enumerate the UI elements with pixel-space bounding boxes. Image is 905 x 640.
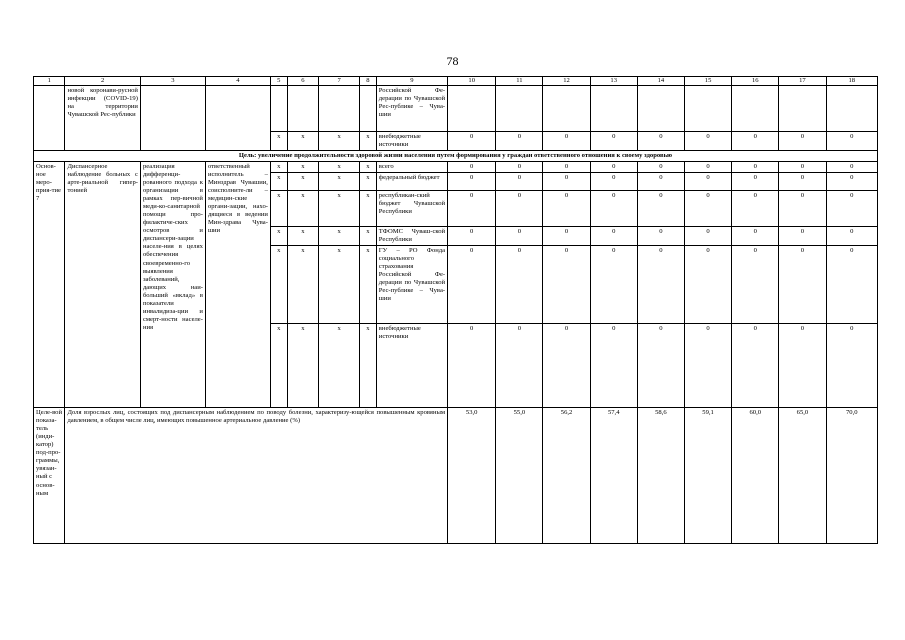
column-number: 13 bbox=[590, 77, 637, 86]
table-cell bbox=[205, 86, 270, 151]
x-mark: x bbox=[360, 324, 377, 408]
event-name-cell: новой коронави-русной инфекции (COVID-19) на территории Чувашской Рес-публики bbox=[65, 86, 140, 151]
x-mark: x bbox=[360, 132, 377, 151]
column-number: 6 bbox=[287, 77, 318, 86]
column-number: 15 bbox=[684, 77, 731, 86]
value-cell: 0 bbox=[684, 173, 731, 191]
value-cell: 0 bbox=[448, 191, 496, 227]
value-cell: 0 bbox=[732, 324, 779, 408]
funding-source-cell: всего bbox=[376, 162, 447, 173]
value-cell: 0 bbox=[496, 246, 543, 324]
value-cell: 0 bbox=[732, 162, 779, 173]
column-number: 14 bbox=[637, 77, 684, 86]
value-cell: 0 bbox=[684, 227, 731, 246]
value-cell: 0 bbox=[543, 246, 590, 324]
table-cell bbox=[140, 86, 205, 151]
value-cell: 0 bbox=[543, 191, 590, 227]
column-number: 2 bbox=[65, 77, 140, 86]
goal-heading: Цель: увеличение продолжительности здоровой жизни населения путем формирования у граждан ответственного отношения к своему здоровью bbox=[34, 151, 878, 162]
funding-source-cell: внебюджетные источники bbox=[376, 132, 447, 151]
value-cell: 0 bbox=[448, 324, 496, 408]
x-mark: x bbox=[287, 173, 318, 191]
table-cell bbox=[732, 86, 779, 132]
x-mark: x bbox=[360, 227, 377, 246]
value-cell: 0 bbox=[496, 227, 543, 246]
x-mark: x bbox=[319, 173, 360, 191]
value-cell: 0 bbox=[448, 162, 496, 173]
table-cell bbox=[287, 86, 318, 132]
value-cell: 0 bbox=[732, 227, 779, 246]
value-cell: 0 bbox=[732, 132, 779, 151]
indicator-value: 56,2 bbox=[543, 408, 590, 544]
column-number: 17 bbox=[779, 77, 826, 86]
program-table bbox=[33, 76, 878, 544]
table-row bbox=[34, 86, 878, 132]
column-number: 16 bbox=[732, 77, 779, 86]
x-mark: x bbox=[319, 324, 360, 408]
value-cell: 0 bbox=[448, 132, 496, 151]
indicator-value: 59,1 bbox=[684, 408, 731, 544]
column-number: 7 bbox=[319, 77, 360, 86]
measure-executor: ответственный исполнитель – Минздрав Чувашии, соисполните-ли – медицин-ские органи-зации, нахо-дящиеся в ведении Мин-здрава Чува-шии bbox=[205, 162, 270, 408]
x-mark: x bbox=[270, 173, 287, 191]
value-cell: 0 bbox=[637, 132, 684, 151]
value-cell: 0 bbox=[496, 162, 543, 173]
indicator-value: 60,0 bbox=[732, 408, 779, 544]
funding-source-cell: федеральный бюджет bbox=[376, 173, 447, 191]
x-mark: x bbox=[319, 246, 360, 324]
indicator-row bbox=[34, 408, 878, 544]
funding-source-cell: ТФОМС Чуваш-ской Республики bbox=[376, 227, 447, 246]
table-cell bbox=[496, 86, 543, 132]
value-cell: 0 bbox=[543, 227, 590, 246]
column-number: 11 bbox=[496, 77, 543, 86]
column-number: 12 bbox=[543, 77, 590, 86]
column-number: 9 bbox=[376, 77, 447, 86]
column-number: 18 bbox=[826, 77, 878, 86]
value-cell: 0 bbox=[637, 173, 684, 191]
x-mark: x bbox=[270, 132, 287, 151]
column-number: 3 bbox=[140, 77, 205, 86]
value-cell: 0 bbox=[590, 191, 637, 227]
value-cell: 0 bbox=[448, 246, 496, 324]
value-cell: 0 bbox=[779, 324, 826, 408]
value-cell: 0 bbox=[590, 173, 637, 191]
value-cell: 0 bbox=[543, 162, 590, 173]
table-cell bbox=[590, 86, 637, 132]
value-cell: 0 bbox=[637, 246, 684, 324]
value-cell: 0 bbox=[779, 227, 826, 246]
table-cell bbox=[543, 86, 590, 132]
funding-source-cell: республикан-ский бюджет Чувашской Республики bbox=[376, 191, 447, 227]
x-mark: x bbox=[287, 246, 318, 324]
x-mark: x bbox=[360, 162, 377, 173]
value-cell: 0 bbox=[590, 324, 637, 408]
value-cell: 0 bbox=[496, 324, 543, 408]
measure-label: Основ-ное меро-прия-тие 7 bbox=[34, 162, 65, 408]
value-cell: 0 bbox=[732, 246, 779, 324]
indicator-label: Целе-вой показа-тель (инди-катор) под-про-граммы, увязан-ный с основ-ным bbox=[34, 408, 65, 544]
funding-source-cell: Российской Фе-дерации по Чувашской Рес-публике – Чува-шии bbox=[376, 86, 447, 132]
value-cell: 0 bbox=[590, 246, 637, 324]
measure-description: реализация дифференци-рованного подхода к организации в рамках пер-вичной меди-ко-санитарной помощи про-филактиче-ских осмотров и диспансери-зации населе-ния в целях обеспечения своевременно-го выявления заболеваний, дающих наи-больший «вклад» в показатели инвалидиза-ции и смерт-ности населе-ния bbox=[140, 162, 205, 408]
page-number: 78 bbox=[446, 54, 459, 68]
column-number: 4 bbox=[205, 77, 270, 86]
funding-source-cell: ГУ – РО Фонда социального страхования Российской Фе-дерации по Чувашской Рес-публике – Чува-шии bbox=[376, 246, 447, 324]
table-cell bbox=[448, 86, 496, 132]
table-cell bbox=[637, 86, 684, 132]
table-cell bbox=[34, 86, 65, 151]
value-cell: 0 bbox=[448, 227, 496, 246]
table-cell bbox=[360, 86, 377, 132]
value-cell: 0 bbox=[448, 173, 496, 191]
value-cell: 0 bbox=[826, 246, 878, 324]
table-row bbox=[34, 162, 878, 173]
x-mark: x bbox=[287, 162, 318, 173]
value-cell: 0 bbox=[826, 324, 878, 408]
value-cell: 0 bbox=[543, 173, 590, 191]
funding-source-cell: внебюджетные источники bbox=[376, 324, 447, 408]
x-mark: x bbox=[360, 173, 377, 191]
indicator-value: 58,6 bbox=[637, 408, 684, 544]
value-cell: 0 bbox=[637, 324, 684, 408]
value-cell: 0 bbox=[826, 191, 878, 227]
x-mark: x bbox=[319, 162, 360, 173]
x-mark: x bbox=[319, 191, 360, 227]
value-cell: 0 bbox=[779, 191, 826, 227]
table-cell bbox=[779, 86, 826, 132]
value-cell: 0 bbox=[637, 191, 684, 227]
x-mark: x bbox=[360, 246, 377, 324]
value-cell: 0 bbox=[826, 173, 878, 191]
x-mark: x bbox=[270, 191, 287, 227]
value-cell: 0 bbox=[684, 246, 731, 324]
indicator-value: 70,0 bbox=[826, 408, 878, 544]
value-cell: 0 bbox=[496, 132, 543, 151]
value-cell: 0 bbox=[732, 173, 779, 191]
x-mark: x bbox=[287, 132, 318, 151]
table-cell bbox=[684, 86, 731, 132]
table-cell bbox=[826, 86, 878, 132]
value-cell: 0 bbox=[779, 246, 826, 324]
x-mark: x bbox=[287, 227, 318, 246]
x-mark: x bbox=[319, 227, 360, 246]
value-cell: 0 bbox=[684, 191, 731, 227]
x-mark: x bbox=[270, 162, 287, 173]
indicator-name: Доля взрослых лиц, состоящих под диспансерным наблюдением по поводу болезни, характеризу-ющейся повышенным кровяным давлением, в общем числе лиц, имеющих повышенное артериальное давление (%) bbox=[65, 408, 448, 544]
value-cell: 0 bbox=[826, 227, 878, 246]
column-number: 8 bbox=[360, 77, 377, 86]
x-mark: x bbox=[287, 324, 318, 408]
value-cell: 0 bbox=[590, 162, 637, 173]
value-cell: 0 bbox=[496, 173, 543, 191]
indicator-value: 65,0 bbox=[779, 408, 826, 544]
column-number: 10 bbox=[448, 77, 496, 86]
x-mark: x bbox=[270, 324, 287, 408]
value-cell: 0 bbox=[826, 132, 878, 151]
indicator-value: 53,0 bbox=[448, 408, 496, 544]
value-cell: 0 bbox=[684, 324, 731, 408]
value-cell: 0 bbox=[779, 162, 826, 173]
x-mark: x bbox=[319, 132, 360, 151]
x-mark: x bbox=[360, 191, 377, 227]
column-number-row bbox=[34, 77, 878, 86]
goal-row bbox=[34, 151, 878, 162]
value-cell: 0 bbox=[637, 227, 684, 246]
value-cell: 0 bbox=[590, 227, 637, 246]
value-cell: 0 bbox=[779, 132, 826, 151]
value-cell: 0 bbox=[779, 173, 826, 191]
value-cell: 0 bbox=[684, 162, 731, 173]
x-mark: x bbox=[287, 191, 318, 227]
table-cell bbox=[270, 86, 287, 132]
indicator-value: 55,0 bbox=[496, 408, 543, 544]
value-cell: 0 bbox=[496, 191, 543, 227]
x-mark: x bbox=[270, 246, 287, 324]
value-cell: 0 bbox=[543, 324, 590, 408]
column-number: 1 bbox=[34, 77, 65, 86]
value-cell: 0 bbox=[543, 132, 590, 151]
indicator-value: 57,4 bbox=[590, 408, 637, 544]
value-cell: 0 bbox=[637, 162, 684, 173]
value-cell: 0 bbox=[732, 191, 779, 227]
value-cell: 0 bbox=[826, 162, 878, 173]
value-cell: 0 bbox=[590, 132, 637, 151]
measure-name: Диспансерное наблюдение больных с арте-риальной гипер-тонией bbox=[65, 162, 140, 408]
x-mark: x bbox=[270, 227, 287, 246]
column-number: 5 bbox=[270, 77, 287, 86]
table-cell bbox=[319, 86, 360, 132]
value-cell: 0 bbox=[684, 132, 731, 151]
